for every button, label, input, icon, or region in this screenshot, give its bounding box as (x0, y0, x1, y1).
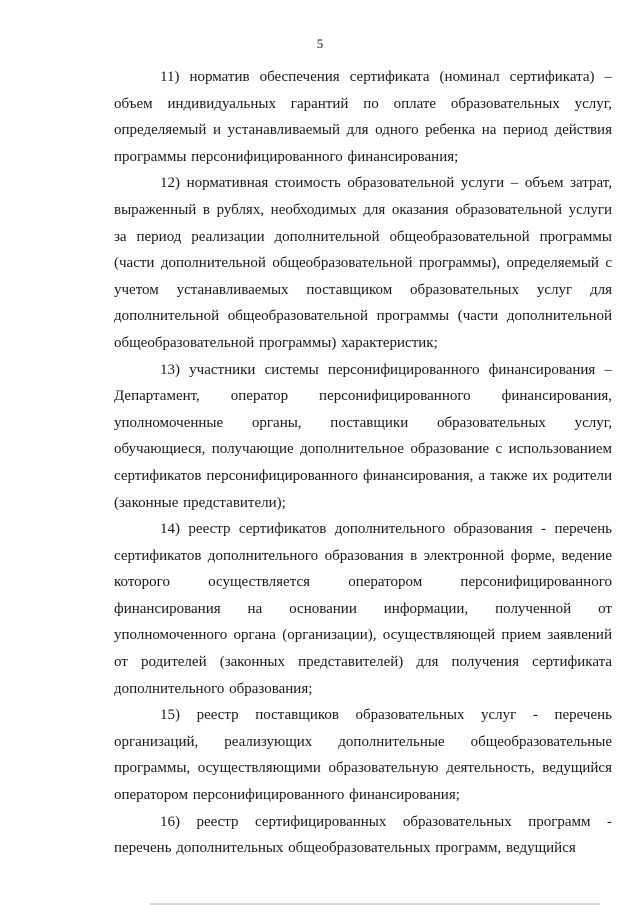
paragraph-15: 15) реестр поставщиков образовательных услуг - перечень организаций, реализующих дополнительные общеобразовательные программы, осуществляющими образовательную деятельность, ведущийся оператором персонифицированного финансирования; (114, 707, 612, 804)
paragraph-14: 14) реестр сертификатов дополнительного образования - перечень сертификатов дополнительного образования в электронной форме, ведение которого осуществляется оператором персонифицированного финансирования на основании информации, полученной от уполномоченного органа (организации), осуществляющей прием заявлений от родителей (законных представителей) для получения сертификата дополнительного образования; (114, 521, 612, 697)
paragraph-11: 11) норматив обеспечения сертификата (номинал сертификата) – объем индивидуальных гарантий по оплате образовательных услуг, определяемый и устанавливаемый для одного ребенка на период действия программы персонифицированного финансирования; (114, 69, 612, 165)
paragraph-12: 12) нормативная стоимость образовательной услуги – объем затрат, выраженный в рублях, необходимых для оказания образовательной услуги за период реализации дополнительной общеобразовательной программы (части дополнительной общеобразовательной программы), определяемый с учетом устанавливаемых поставщиком образовательных услуг для дополнительной общеобразовательной программы (части дополнительной общеобразовательной программы) характеристик; (114, 175, 612, 351)
page-number: 5 (316, 36, 324, 51)
document-body (114, 64, 612, 862)
paragraph-13: 13) участники системы персонифицированного финансирования – Департамент, оператор персонифицированного финансирования, уполномоченные органы, поставщики образовательных услуг, обучающиеся, получающие дополнительное образование с использованием сертификатов персонифицированного финансирования, а также их родители (законные представители); (114, 361, 612, 511)
paragraph-16: 16) реестр сертифицированных образовательных программ - перечень дополнительных общеобразовательных программ, ведущийся (114, 813, 612, 857)
